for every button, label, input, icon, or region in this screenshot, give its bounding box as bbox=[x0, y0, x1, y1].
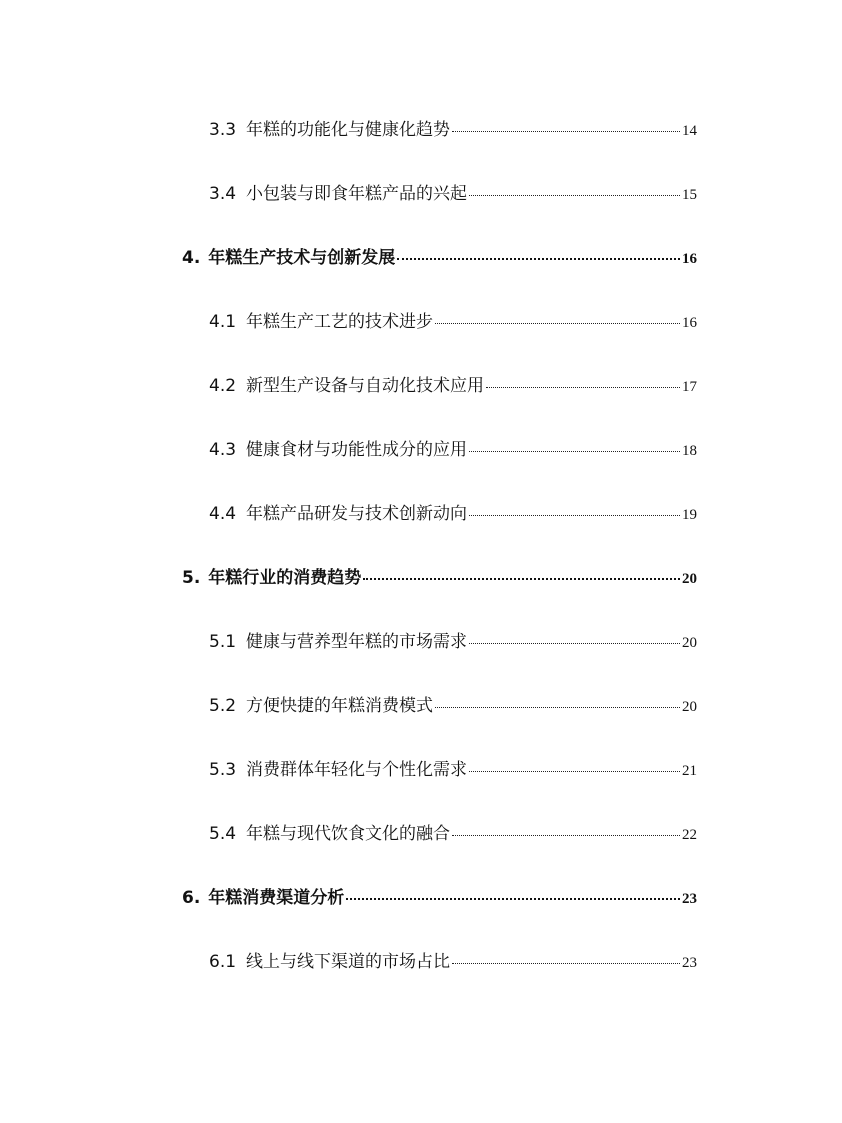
dot-leader bbox=[346, 898, 680, 900]
dot-leader bbox=[397, 258, 680, 260]
toc-entry-number: 5.2 bbox=[209, 696, 237, 716]
toc-entry-5-4[interactable] bbox=[209, 819, 697, 849]
toc-entry-title: 健康与营养型年糕的市场需求 bbox=[246, 632, 468, 652]
toc-entry-5[interactable] bbox=[182, 563, 697, 593]
toc-entry-title: 年糕的功能化与健康化趋势 bbox=[246, 120, 451, 140]
toc-entry-number: 5.3 bbox=[209, 760, 237, 780]
toc-entry-page: 20 bbox=[682, 635, 697, 651]
toc-entry-number: 6. bbox=[182, 888, 201, 908]
dot-leader bbox=[452, 963, 680, 964]
dot-leader bbox=[452, 131, 680, 132]
toc-entry-title: 线上与线下渠道的市场占比 bbox=[246, 952, 451, 972]
toc-entry-title: 新型生产设备与自动化技术应用 bbox=[246, 376, 485, 396]
toc-entry-4-2[interactable] bbox=[209, 371, 697, 401]
toc-entry-4-4[interactable] bbox=[209, 499, 697, 529]
toc-entry-number: 4.2 bbox=[209, 376, 237, 396]
toc-entry-title: 年糕消费渠道分析 bbox=[208, 888, 345, 908]
toc-entry-page: 14 bbox=[682, 123, 697, 139]
toc-entry-page: 16 bbox=[682, 315, 697, 331]
dot-leader bbox=[486, 387, 680, 388]
toc-entry-number: 5.4 bbox=[209, 824, 237, 844]
toc-entry-number: 6.1 bbox=[209, 952, 237, 972]
toc-entry-5-3[interactable] bbox=[209, 755, 697, 785]
toc-entry-page: 19 bbox=[682, 507, 697, 523]
dot-leader bbox=[363, 578, 680, 580]
dot-leader bbox=[469, 771, 680, 772]
toc-entry-title: 小包装与即食年糕产品的兴起 bbox=[246, 184, 468, 204]
toc-entry-number: 3.3 bbox=[209, 120, 237, 140]
toc-entry-page: 23 bbox=[682, 955, 697, 971]
dot-leader bbox=[469, 451, 680, 452]
toc-entry-number: 4.4 bbox=[209, 504, 237, 524]
toc-entry-page: 15 bbox=[682, 187, 697, 203]
toc-entry-5-1[interactable] bbox=[209, 627, 697, 657]
toc-entry-3-3[interactable] bbox=[209, 115, 697, 145]
toc-entry-page: 23 bbox=[682, 891, 697, 907]
toc-entry-number: 5. bbox=[182, 568, 201, 588]
toc-entry-page: 16 bbox=[682, 251, 697, 267]
dot-leader bbox=[469, 643, 680, 644]
toc-entry-number: 5.1 bbox=[209, 632, 237, 652]
toc-entry-number: 4.3 bbox=[209, 440, 237, 460]
dot-leader bbox=[452, 835, 680, 836]
toc-entry-4[interactable] bbox=[182, 243, 697, 273]
toc-entry-title: 年糕与现代饮食文化的融合 bbox=[246, 824, 451, 844]
toc-entry-3-4[interactable] bbox=[209, 179, 697, 209]
toc-entry-title: 方便快捷的年糕消费模式 bbox=[246, 696, 434, 716]
toc-entry-page: 22 bbox=[682, 827, 697, 843]
toc-entry-page: 18 bbox=[682, 443, 697, 459]
dot-leader bbox=[469, 515, 680, 516]
toc-entry-6[interactable] bbox=[182, 883, 697, 913]
toc-entry-title: 年糕产品研发与技术创新动向 bbox=[246, 504, 468, 524]
toc-entry-number: 3.4 bbox=[209, 184, 237, 204]
toc-entry-4-3[interactable] bbox=[209, 435, 697, 465]
toc-entry-page: 20 bbox=[682, 571, 697, 587]
toc-entry-title: 年糕行业的消费趋势 bbox=[208, 568, 362, 588]
toc-entry-title: 年糕生产工艺的技术进步 bbox=[246, 312, 434, 332]
toc-entry-4-1[interactable] bbox=[209, 307, 697, 337]
toc-entry-number: 4.1 bbox=[209, 312, 237, 332]
dot-leader bbox=[469, 195, 680, 196]
toc-entry-page: 17 bbox=[682, 379, 697, 395]
toc-entry-title: 健康食材与功能性成分的应用 bbox=[246, 440, 468, 460]
dot-leader bbox=[435, 707, 680, 708]
dot-leader bbox=[435, 323, 680, 324]
toc-entry-title: 年糕生产技术与创新发展 bbox=[208, 248, 396, 268]
toc-entry-page: 20 bbox=[682, 699, 697, 715]
toc-entry-title: 消费群体年轻化与个性化需求 bbox=[246, 760, 468, 780]
toc-entry-5-2[interactable] bbox=[209, 691, 697, 721]
toc-entry-number: 4. bbox=[182, 248, 201, 268]
toc-entry-page: 21 bbox=[682, 763, 697, 779]
toc-entry-6-1[interactable] bbox=[209, 947, 697, 977]
